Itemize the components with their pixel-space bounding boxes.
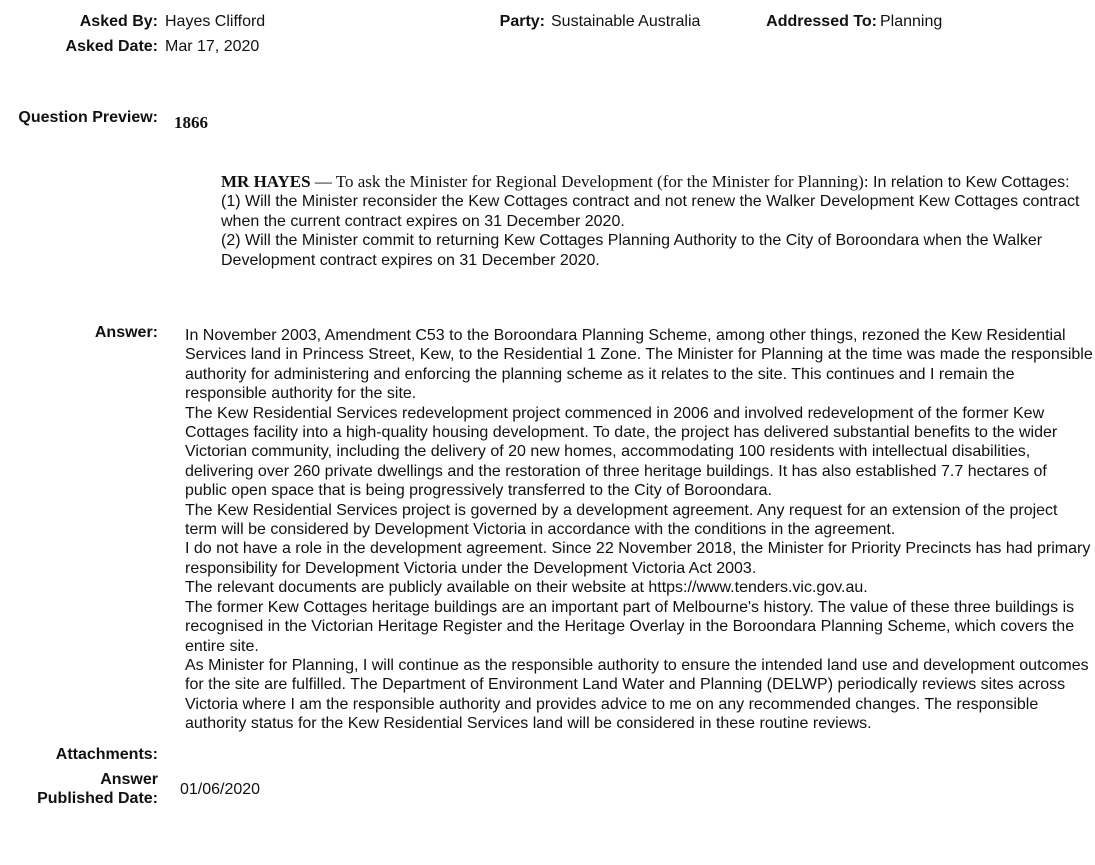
question-text (221, 172, 1087, 270)
question-preview-label: Question Preview: (18, 109, 158, 126)
question-item: (2) Will the Minister commit to returning Kew Cottages Planning Authority to the City of Boroondara when the Walker Development contract expires on 31 December 2020. (221, 232, 1043, 269)
question-lead-text: — To ask the Minister for Regional Development (for the Minister for Planning): (310, 172, 869, 191)
question-number: 1866 (174, 113, 208, 132)
question-asker: MR HAYES (221, 172, 311, 191)
addressed-to-value: Planning (880, 13, 943, 30)
answer-paragraph: I do not have a role in the development agreement. Since 22 November 2018, the Minister for Priority Precincts has had primary responsibility for Development Victoria under the Development Victoria Act 2003. (185, 540, 1091, 577)
answer-paragraph: The Kew Residential Services project is governed by a development agreement. Any request for an extension of the project term will be considered by Development Victoria in accordance with the conditions in the agreement. (185, 501, 1058, 539)
addressed-to-label: Addressed To: (766, 13, 877, 30)
published-label-line1: Answer (100, 771, 158, 788)
answer-paragraph: In November 2003, Amendment C53 to the Boroondara Planning Scheme, among other things, rezoned the Kew Residential Services land in Princess Street, Kew, to the Residential 1 Zone. The Minister for Planning at the time was made the responsible authority for administering and enforcing the planning scheme as it relates to the site. This continues and I remain the responsible authority for the site. (185, 327, 1093, 403)
question-intro: In relation to Kew Cottages: (868, 174, 1070, 191)
question-lead (221, 172, 1087, 192)
answer-paragraph: The relevant documents are publicly available on their website at https://www.tenders.vic.gov.au. (185, 579, 868, 597)
attachments-label: Attachments: (55, 746, 158, 763)
question-item: (1) Will the Minister reconsider the Kew Cottages contract and not renew the Walker Development Kew Cottages contract when the current contract expires on 31 December 2020. (221, 193, 1080, 230)
answer-published-date-value: 01/06/2020 (180, 781, 261, 798)
asked-date-value: Mar 17, 2020 (165, 38, 260, 55)
asked-date-label: Asked Date: (65, 38, 158, 55)
party-label: Party: (499, 13, 545, 30)
answer-paragraph: The former Kew Cottages heritage buildings are an important part of Melbourne's history. The value of these three buildings is recognised in the Victorian Heritage Register and the Heritage Overlay in the Boroondara Planning Scheme, which covers the entire site. (185, 598, 1075, 655)
answer-text (185, 326, 1093, 734)
answer-published-date-label (37, 770, 158, 809)
answer-paragraph: As Minister for Planning, I will continue as the responsible authority to ensure the intended land use and development outcomes for the site are fulfilled. The Department of Environment Land Water and Planning (DELWP) periodically reviews sites across Victoria where I am the responsible authority and provides advice to me on any recommended changes. The responsible authority status for the Kew Residential Services land will be considered in these routine reviews. (185, 656, 1089, 733)
party-value: Sustainable Australia (551, 13, 701, 30)
published-label-line2: Published Date: (37, 790, 158, 808)
asked-by-value: Hayes Clifford (165, 13, 266, 30)
asked-by-label: Asked By: (79, 13, 158, 30)
answer-paragraph: The Kew Residential Services redevelopment project commenced in 2006 and involved redevelopment of the former Kew Cottages facility into a high-quality housing development. To date, the project has delivered substantial benefits to the wider Victorian community, including the delivery of 20 new homes, accommodating 100 residents with intellectual disabilities, delivering over 260 private dwellings and the restoration of three heritage buildings. It has also established 7.7 hectares of public open space that is being progressively transferred to the City of Boroondara. (185, 404, 1058, 500)
answer-label: Answer: (94, 324, 158, 341)
